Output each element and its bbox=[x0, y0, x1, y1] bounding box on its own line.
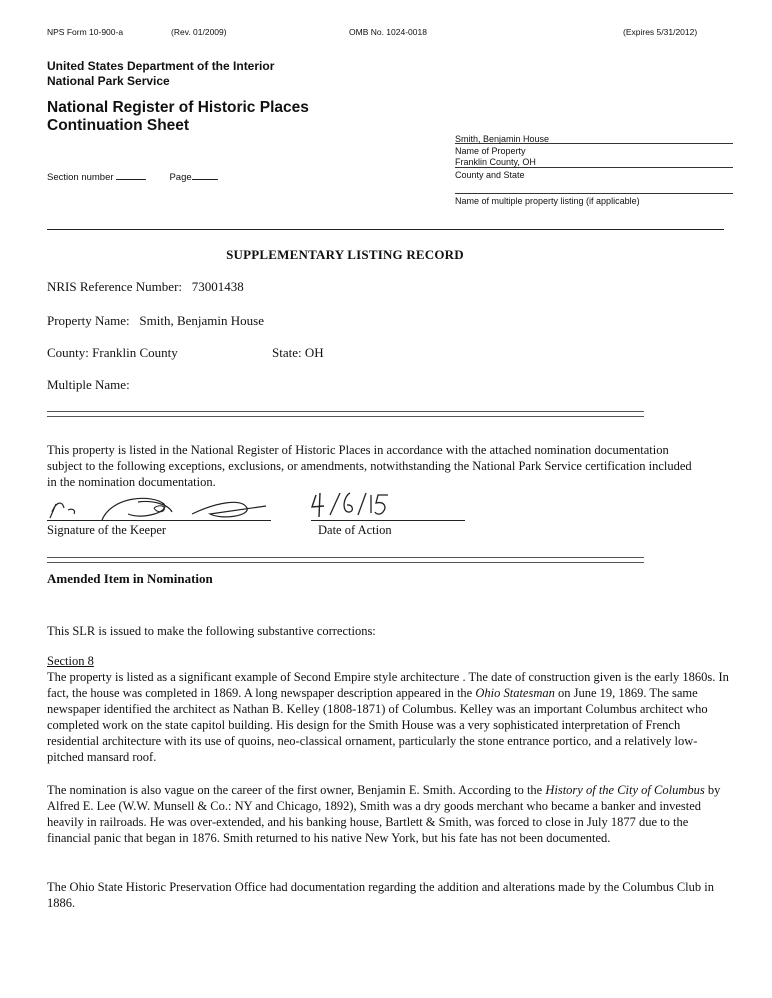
agency-block bbox=[47, 59, 274, 89]
form-title-line2: Continuation Sheet bbox=[47, 117, 190, 134]
property-name-value: Smith, Benjamin House bbox=[455, 134, 550, 144]
section-page-fields bbox=[47, 170, 218, 183]
form-title-line1: National Register of Historic Places bbox=[47, 99, 309, 116]
state-label: State: bbox=[272, 345, 302, 360]
nris-row bbox=[47, 279, 244, 295]
omb-number: OMB No. 1024-0018 bbox=[349, 27, 427, 37]
keeper-signature-line bbox=[47, 520, 271, 521]
form-title bbox=[47, 99, 309, 135]
property-label: Property Name: bbox=[47, 313, 130, 328]
county-state-value: Franklin County, OH bbox=[455, 157, 536, 167]
page-label: Page bbox=[169, 172, 192, 183]
double-rule-bottom bbox=[47, 557, 644, 563]
section-number-label: Section number bbox=[47, 172, 114, 183]
double-rule-top bbox=[47, 411, 644, 417]
date-of-action-label: Date of Action bbox=[318, 523, 392, 537]
section-8-paragraph-2: The nomination is also vague on the career of the first owner, Benjamin E. Smith. According to the History of the City of Columbus by Alfred E. Lee (W.W. Munsell & Co.: NY and Chicago, 1892), Smith was a dry goods merchant who became a banker and invested heavily in railroads. He was over-extended, and his banking house, Bartlett & Smith, was forced to close in July 1877 due to the financial panic that began in 1876. Smith returned to his native New York, but his fate has not been documented. bbox=[47, 783, 721, 845]
header-divider bbox=[47, 229, 724, 230]
keeper-signature-label: Signature of the Keeper bbox=[47, 523, 167, 537]
state-value: OH bbox=[304, 345, 324, 360]
county-state-label: County and State bbox=[455, 170, 525, 180]
county-state-rule bbox=[455, 167, 733, 168]
department-name: United States Department of the Interior bbox=[47, 59, 275, 73]
nris-value: 73001438 bbox=[191, 279, 244, 294]
county-value: Franklin County bbox=[92, 345, 178, 360]
handwritten-date bbox=[310, 487, 390, 523]
multiple-listing-rule bbox=[455, 193, 733, 194]
action-date-line bbox=[311, 520, 465, 521]
property-value: Smith, Benjamin House bbox=[139, 313, 265, 328]
county-row bbox=[47, 345, 178, 361]
amended-item-heading: Amended Item in Nomination bbox=[47, 571, 213, 586]
section-8-paragraph-1: The property is listed as a significant example of Second Empire style architecture . The date of construction given is the early 1860s. In fact, the house was completed in 1869. A long newspaper description appeared in the Ohio Statesman on June 19, 1869. The same newspaper identified the architect as Nathan B. Kelley (1808-1871) of Columbus. Kelley was an important Columbus architect who completed work on the state capitol building. His design for the Smith House was a very sophisticated interpretation of French residential architecture with its use of quoins, neo-classical ornament, particularly the stone entrance portico, and a relatively low-pitched mansard roof. bbox=[47, 670, 729, 764]
state-row bbox=[272, 345, 324, 361]
slr-title: SUPPLEMENTARY LISTING RECORD bbox=[226, 247, 464, 262]
slr-intro: This SLR is issued to make the following substantive corrections: bbox=[47, 624, 376, 638]
multiple-name-label: Multiple Name: bbox=[47, 377, 130, 392]
section-number-blank bbox=[116, 170, 146, 180]
county-label: County: bbox=[47, 345, 89, 360]
property-name-label: Name of Property bbox=[455, 146, 526, 156]
service-name: National Park Service bbox=[47, 74, 170, 88]
section-8-paragraph-3: The Ohio State Historic Preservation Office had documentation regarding the addition and alterations made by the Columbus Club in 1886. bbox=[47, 880, 714, 910]
property-row bbox=[47, 313, 264, 329]
nris-label: NRIS Reference Number: bbox=[47, 279, 183, 294]
listing-statement: This property is listed in the National Register of Historic Places in accordance with the attached nomination documentation subject to the following exceptions, exclusions, or amendments, notwithstanding the National Park Service certification included in the nomination documentation. bbox=[47, 443, 692, 489]
page-blank bbox=[192, 170, 218, 180]
form-revision: (Rev. 01/2009) bbox=[171, 27, 227, 37]
expiration-date: (Expires 5/31/2012) bbox=[623, 27, 698, 37]
multiple-listing-label: Name of multiple property listing (if applicable) bbox=[455, 196, 640, 206]
form-number: NPS Form 10-900-a bbox=[47, 27, 124, 37]
section-8-heading: Section 8 bbox=[47, 654, 94, 668]
